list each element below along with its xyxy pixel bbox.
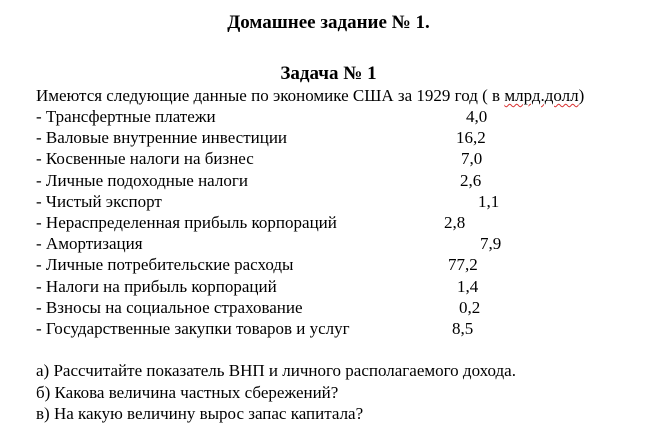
item-label: - Личные подоходные налоги: [36, 170, 248, 190]
item-value: 16,2: [456, 128, 486, 148]
list-item: [0, 170, 657, 191]
item-value: 8,5: [452, 318, 474, 338]
task-title: Задача № 1: [280, 63, 377, 84]
item-value: 2,6: [460, 170, 482, 190]
item-value: 7,9: [480, 234, 502, 254]
intro-main: Имеются следующие данные по экономике США за 1929 год ( в: [36, 86, 505, 105]
item-value: 2,8: [444, 212, 466, 232]
list-item: [0, 297, 657, 318]
list-item: [0, 276, 657, 297]
intro-end: ): [578, 86, 585, 105]
questions-list: [36, 360, 516, 425]
item-label: - Личные потребительские расходы: [36, 255, 294, 275]
intro-text: [36, 85, 584, 106]
item-label: - Косвенные налоги на бизнес: [36, 149, 254, 169]
list-item: [0, 254, 657, 275]
item-value: 77,2: [448, 255, 478, 275]
item-value: 0,2: [459, 297, 481, 317]
item-label: - Нераспределенная прибыль корпораций: [36, 212, 337, 232]
list-item: [0, 191, 657, 212]
list-item: [0, 127, 657, 148]
item-value: 7,0: [461, 149, 483, 169]
list-item: [0, 148, 657, 169]
question-c: в) На какую величину вырос запас капитала?: [36, 404, 364, 423]
intro-unit-spellcheck: млрд.долл: [504, 86, 579, 105]
question-a: а) Рассчитайте показатель ВНП и личного располагаемого дохода.: [36, 361, 516, 380]
item-value: 1,1: [478, 191, 500, 211]
question-b: б) Какова величина частных сбережений?: [36, 382, 339, 402]
document-title: Домашнее задание № 1.: [227, 12, 430, 33]
item-label: - Трансфертные платежи: [36, 107, 216, 126]
list-item: [0, 233, 657, 254]
list-item: [0, 106, 657, 127]
item-value: 1,4: [457, 276, 479, 296]
item-label: - Амортизация: [36, 234, 143, 254]
item-value: 4,0: [466, 107, 488, 126]
item-label: - Налоги на прибыль корпораций: [36, 276, 277, 296]
item-label: - Валовые внутренние инвестиции: [36, 128, 288, 148]
item-label: - Взносы на социальное страхование: [36, 297, 303, 317]
item-label: - Государственные закупки товаров и услуг: [36, 318, 350, 338]
list-item: [0, 318, 657, 339]
data-list: [0, 106, 657, 339]
item-label: - Чистый экспорт: [36, 191, 162, 211]
list-item: [0, 212, 657, 233]
